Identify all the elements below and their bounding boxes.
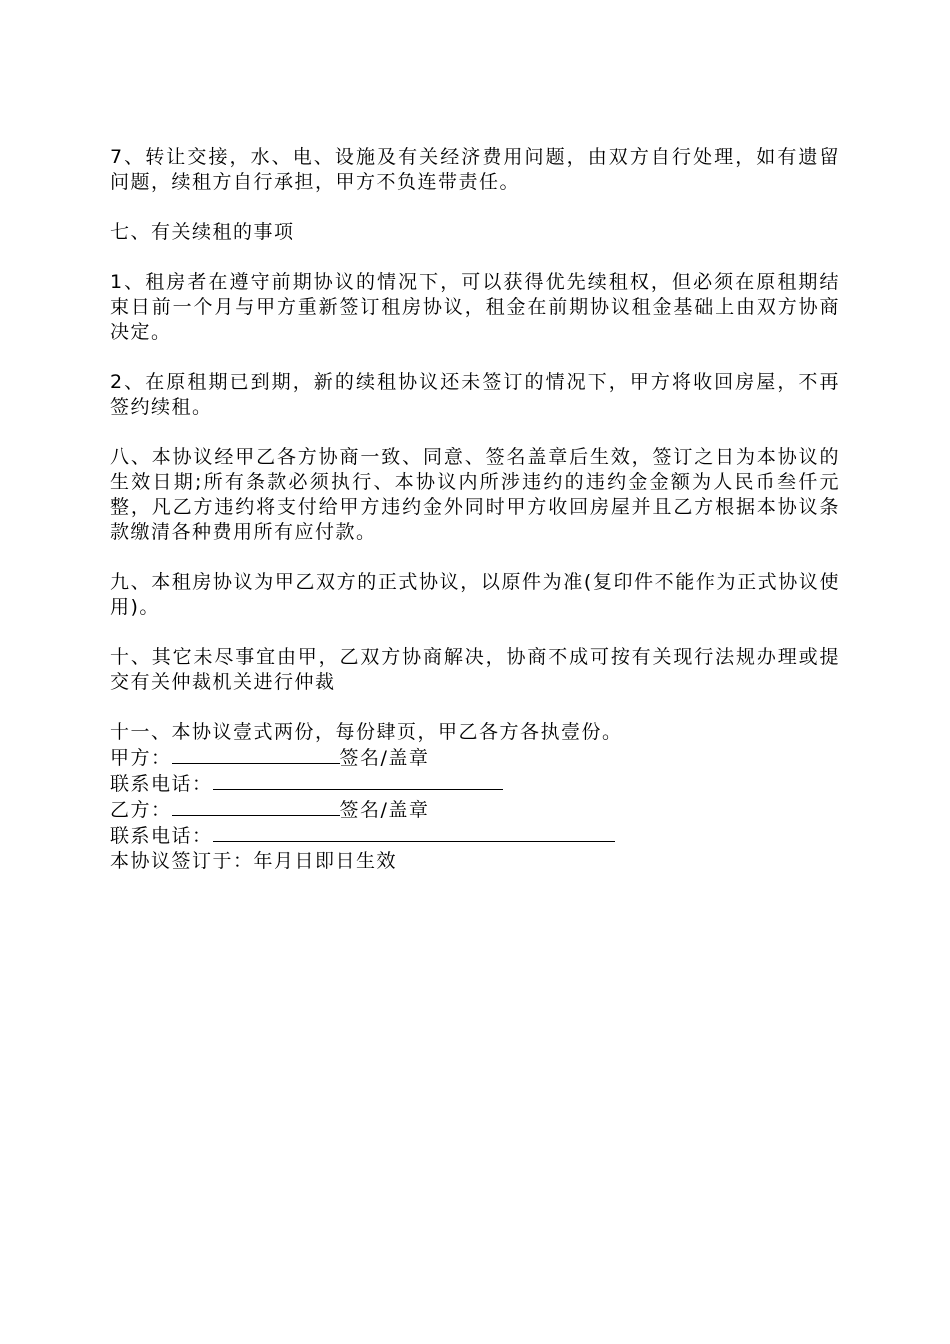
section-8-effective: 八、本协议经甲乙各方协商一致、同意、签名盖章后生效，签订之日为本协议的生效日期;所有条款必须执行、本协议内所涉违约的违约金金额为人民币叁仟元整，凡乙方违约将支付给甲方违约金外同时甲方收回房屋并且乙方根据本协议条款缴清各种费用所有应付款。: [110, 446, 840, 543]
clause-7-transfer: 7、转让交接，水、电、设施及有关经济费用问题，由双方自行处理，如有遗留问题，续租方自行承担，甲方不负连带责任。: [110, 146, 840, 193]
party-b-phone-blank[interactable]: [213, 823, 615, 842]
party-a-sign-label: 签名/盖章: [339, 747, 430, 769]
party-a-phone-line: [110, 771, 840, 797]
party-a-phone-label: 联系电话：: [110, 773, 213, 795]
copies-line: 十一、本协议壹式两份，每份肆页，甲乙各方各执壹份。: [110, 721, 623, 743]
signing-date-line: 本协议签订于：年月日即日生效: [110, 850, 398, 872]
party-a-line: [110, 745, 840, 771]
party-b-line: [110, 797, 840, 823]
party-a-phone-blank[interactable]: [213, 771, 503, 790]
party-b-label: 乙方：: [110, 799, 172, 821]
party-b-phone-line: [110, 823, 840, 849]
signature-block: [110, 720, 840, 874]
party-b-blank[interactable]: [172, 797, 340, 816]
party-b-phone-label: 联系电话：: [110, 825, 213, 847]
document-page: [110, 145, 840, 874]
section-10-disputes: 十、其它未尽事宜由甲，乙双方协商解决，协商不成可按有关现行法规办理或提交有关仲裁机关进行仲裁: [110, 646, 840, 693]
party-a-blank[interactable]: [172, 745, 340, 764]
party-a-label: 甲方：: [110, 747, 172, 769]
section-9-original: 九、本租房协议为甲乙双方的正式协议，以原件为准(复印件不能作为正式协议使用)。: [110, 571, 840, 618]
section-7-heading: 七、有关续租的事项: [110, 221, 295, 243]
clause-renewal-2: 2、在原租期已到期，新的续租协议还未签订的情况下，甲方将收回房屋，不再签约续租。: [110, 371, 840, 418]
clause-renewal-1: 1、租房者在遵守前期协议的情况下，可以获得优先续租权，但必须在原租期结束日前一个月与甲方重新签订租房协议，租金在前期协议租金基础上由双方协商决定。: [110, 271, 840, 343]
party-b-sign-label: 签名/盖章: [339, 799, 430, 821]
